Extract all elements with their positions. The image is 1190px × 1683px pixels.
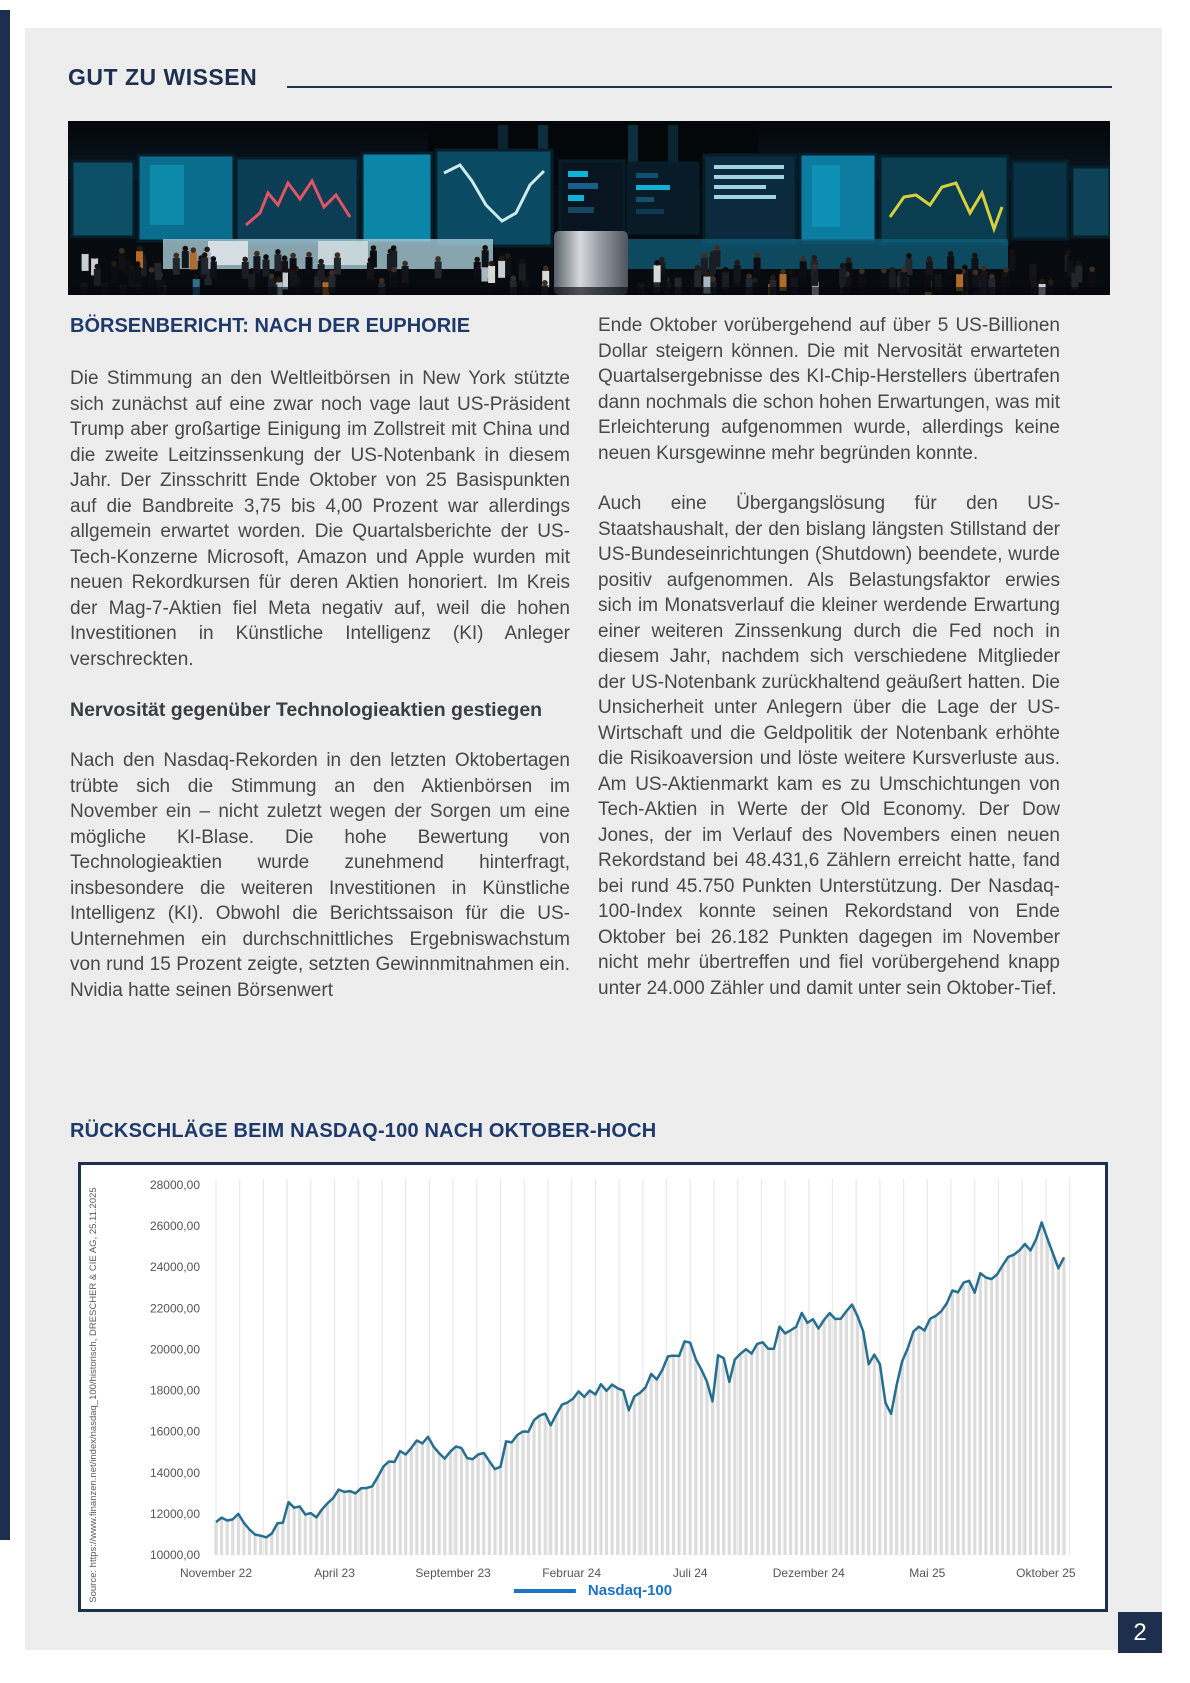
section-heading: BÖRSENBERICHT: NACH DER EUPHORIE	[70, 315, 471, 337]
x-axis-tick-label: Oktober 25	[1016, 1566, 1076, 1580]
y-axis-tick-label: 16000,00	[149, 1424, 200, 1439]
y-axis-tick-label: 22000,00	[149, 1301, 200, 1316]
page-number-badge: 2	[1118, 1612, 1162, 1653]
x-axis-tick-label: Dezember 24	[772, 1566, 845, 1580]
x-axis-tick-label: April 23	[314, 1566, 355, 1580]
y-axis-tick-label: 14000,00	[149, 1465, 200, 1480]
y-axis-tick-label: 20000,00	[149, 1342, 200, 1357]
chart-legend	[514, 1582, 672, 1599]
y-axis-tick-label: 28000,00	[149, 1178, 200, 1192]
x-axis-tick-label: Juli 24	[672, 1566, 708, 1580]
left-edge-accent-bar	[0, 10, 10, 1540]
page-kicker: GUT ZU WISSEN	[68, 64, 258, 90]
article-left-column	[70, 313, 570, 1028]
newsletter-page	[25, 28, 1162, 1650]
y-axis-tick-label: 24000,00	[149, 1260, 200, 1275]
y-axis-tick-label: 12000,00	[149, 1506, 200, 1521]
x-axis-tick-label: September 23	[415, 1566, 491, 1580]
x-axis-tick-label: November 22	[179, 1566, 253, 1580]
kicker-rule-line	[287, 86, 1112, 88]
legend-label: Nasdaq-100	[587, 1582, 673, 1599]
y-axis-tick-label: 18000,00	[149, 1383, 200, 1398]
y-axis-tick-label: 10000,00	[149, 1548, 200, 1562]
body-paragraph: Die Stimmung an den Weltleitbörsen in New York stützte sich zunächst auf eine zwar noch vage laut US-Präsident Trump aber großartige Einigung im Zollstreit mit China und die zweite Leitzinssenkung der US-Notenbank in diesem Jahr. Der Zinsschritt Ende Oktober von 25 Basispunkten auf die Bandbreite 3,75 bis 4,00 Prozent war allerdings allgemein erwartet worden. Die Quartalsberichte der US-Tech-Konzerne Microsoft, Amazon und Apple wurden mit neuen Rekordkursen für deren Aktien honoriert. Im Kreis der Mag-7-Aktien fiel Meta negativ auf, weil die hohen Investitionen in Künstliche Intelligenz (KI) Anleger verschreckten.	[70, 368, 570, 670]
x-axis-tick-label: Februar 24	[542, 1566, 602, 1580]
chart-frame	[78, 1162, 1108, 1612]
chart-source-note: Source: https://www.finanzen.net/index/nasdaq_100/historisch, DRESCHER & CIE AG, 25.11.2025	[88, 1187, 99, 1603]
body-paragraph: Nach den Nasdaq-Rekorden in den letzten Oktobertagen trübte sich die Stimmung an den Aktienbörsen im November ein – nicht zuletzt wegen der Sorgen um eine mögliche KI-Blase. Die hohe Bewertung von Technologieaktien wurde zunehmend hinterfragt, insbesondere die weiteren Investitionen in Künstliche Intelligenz (KI). Obwohl die Berichtssaison für die US-Unternehmen ein durchschnittliches Ergebniswachstum von rund 15 Prozent zeigte, setzten Gewinnmitnahmen ein. Nvidia hatte seinen Börsenwert	[70, 750, 570, 1001]
body-paragraph: Auch eine Übergangslösung für den US-Staatshaushalt, der den bislang längsten Stillstand der US-Bundeseinrichtungen (Shutdown) beendete, wurde positiv aufgenommen. Als Belastungsfaktor erwies sich im Monatsverlauf die kleiner werdende Erwartung einer weiteren Zinssenkung durch die Fed noch in diesem Jahr, nachdem sich verschiedene Mitglieder der US-Notenbank zurückhaltend geäußert hatten. Die Unsicherheit unter Anlegern über die Lage der US-Wirtschaft und die Geldpolitik der Notenbank erhöhte die Risikoaversion und löste weitere Kursverluste aus. Am US-Aktienmarkt kam es zu Umschichtungen von Tech-Aktien in Werte der Old Economy. Der Dow Jones, der im Verlauf des Novembers einen neuen Rekordstand bei 48.431,6 Zählern erreicht hatte, fand bei rund 45.750 Punkten Unterstützung. Der Nasdaq-100-Index konnte seinen Rekordstand von Ende Oktober bei 26.182 Punkten dagegen im November nicht mehr übertreffen und fiel vorübergehend knapp unter 24.000 Zähler und damit unter sein Oktober-Tief.	[598, 493, 1060, 999]
y-axis-tick-label: 26000,00	[149, 1219, 200, 1234]
trading-floor-photo	[68, 121, 1110, 295]
chart-section-title: RÜCKSCHLÄGE BEIM NASDAQ-100 NACH OKTOBER-HOCH	[70, 1120, 657, 1142]
trading-floor-illustration	[68, 121, 1110, 295]
body-paragraph: Ende Oktober vorübergehend auf über 5 US-Billionen Dollar steigern können. Die mit Nervosität erwarteten Quartalsergebnisse des KI-Chip-Herstellers übertrafen dann nochmals die schon hohen Erwartungen, was mit Erleichterung aufgenommen wurde, allerdings keine neuen Kursgewinne mehr begründen konnte.	[598, 315, 1060, 464]
article-right-column	[598, 313, 1060, 1026]
central-column	[554, 231, 628, 295]
x-axis-tick-label: Mai 25	[909, 1566, 946, 1580]
nasdaq-100-line-chart	[81, 1165, 1105, 1609]
legend-line-swatch	[514, 1589, 576, 1593]
subsection-heading: Nervosität gegenüber Technologieaktien gestiegen	[70, 699, 543, 721]
